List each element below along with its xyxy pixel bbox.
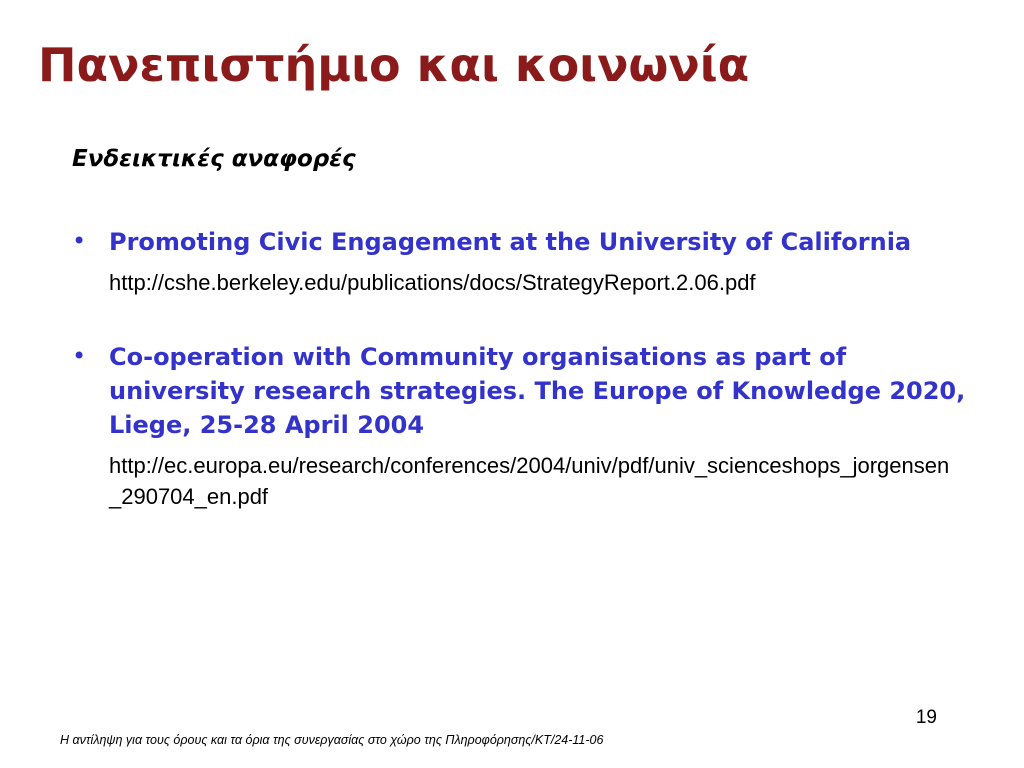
reference-item	[72, 340, 972, 512]
bullet-icon: •	[72, 227, 87, 255]
reference-url[interactable]: http://ec.europa.eu/research/conferences/2004/univ/pdf/univ_scienceshops_jorgensen_290704_en.pdf	[109, 453, 950, 509]
reference-item	[72, 225, 972, 298]
bullet-icon: •	[72, 342, 87, 370]
slide-footer: Η αντίληψη για τους όρους και τα όρια της συνεργασίας στο χώρο της Πληροφόρησης/ΚΤ/24-11-06	[60, 733, 604, 747]
slide-title: Πανεπιστήμιο και κοινωνία	[38, 38, 750, 92]
slide-subtitle: Ενδεικτικές αναφορές	[72, 146, 356, 172]
reference-title: Co-operation with Community organisations as part of university research strategies. The Europe of Knowledge 2020, Liege, 25-28 April 2004	[109, 343, 966, 439]
reference-title: Promoting Civic Engagement at the University of California	[109, 228, 912, 256]
reference-url[interactable]: http://cshe.berkeley.edu/publications/docs/StrategyReport.2.06.pdf	[109, 270, 756, 295]
page-number: 19	[915, 707, 937, 728]
